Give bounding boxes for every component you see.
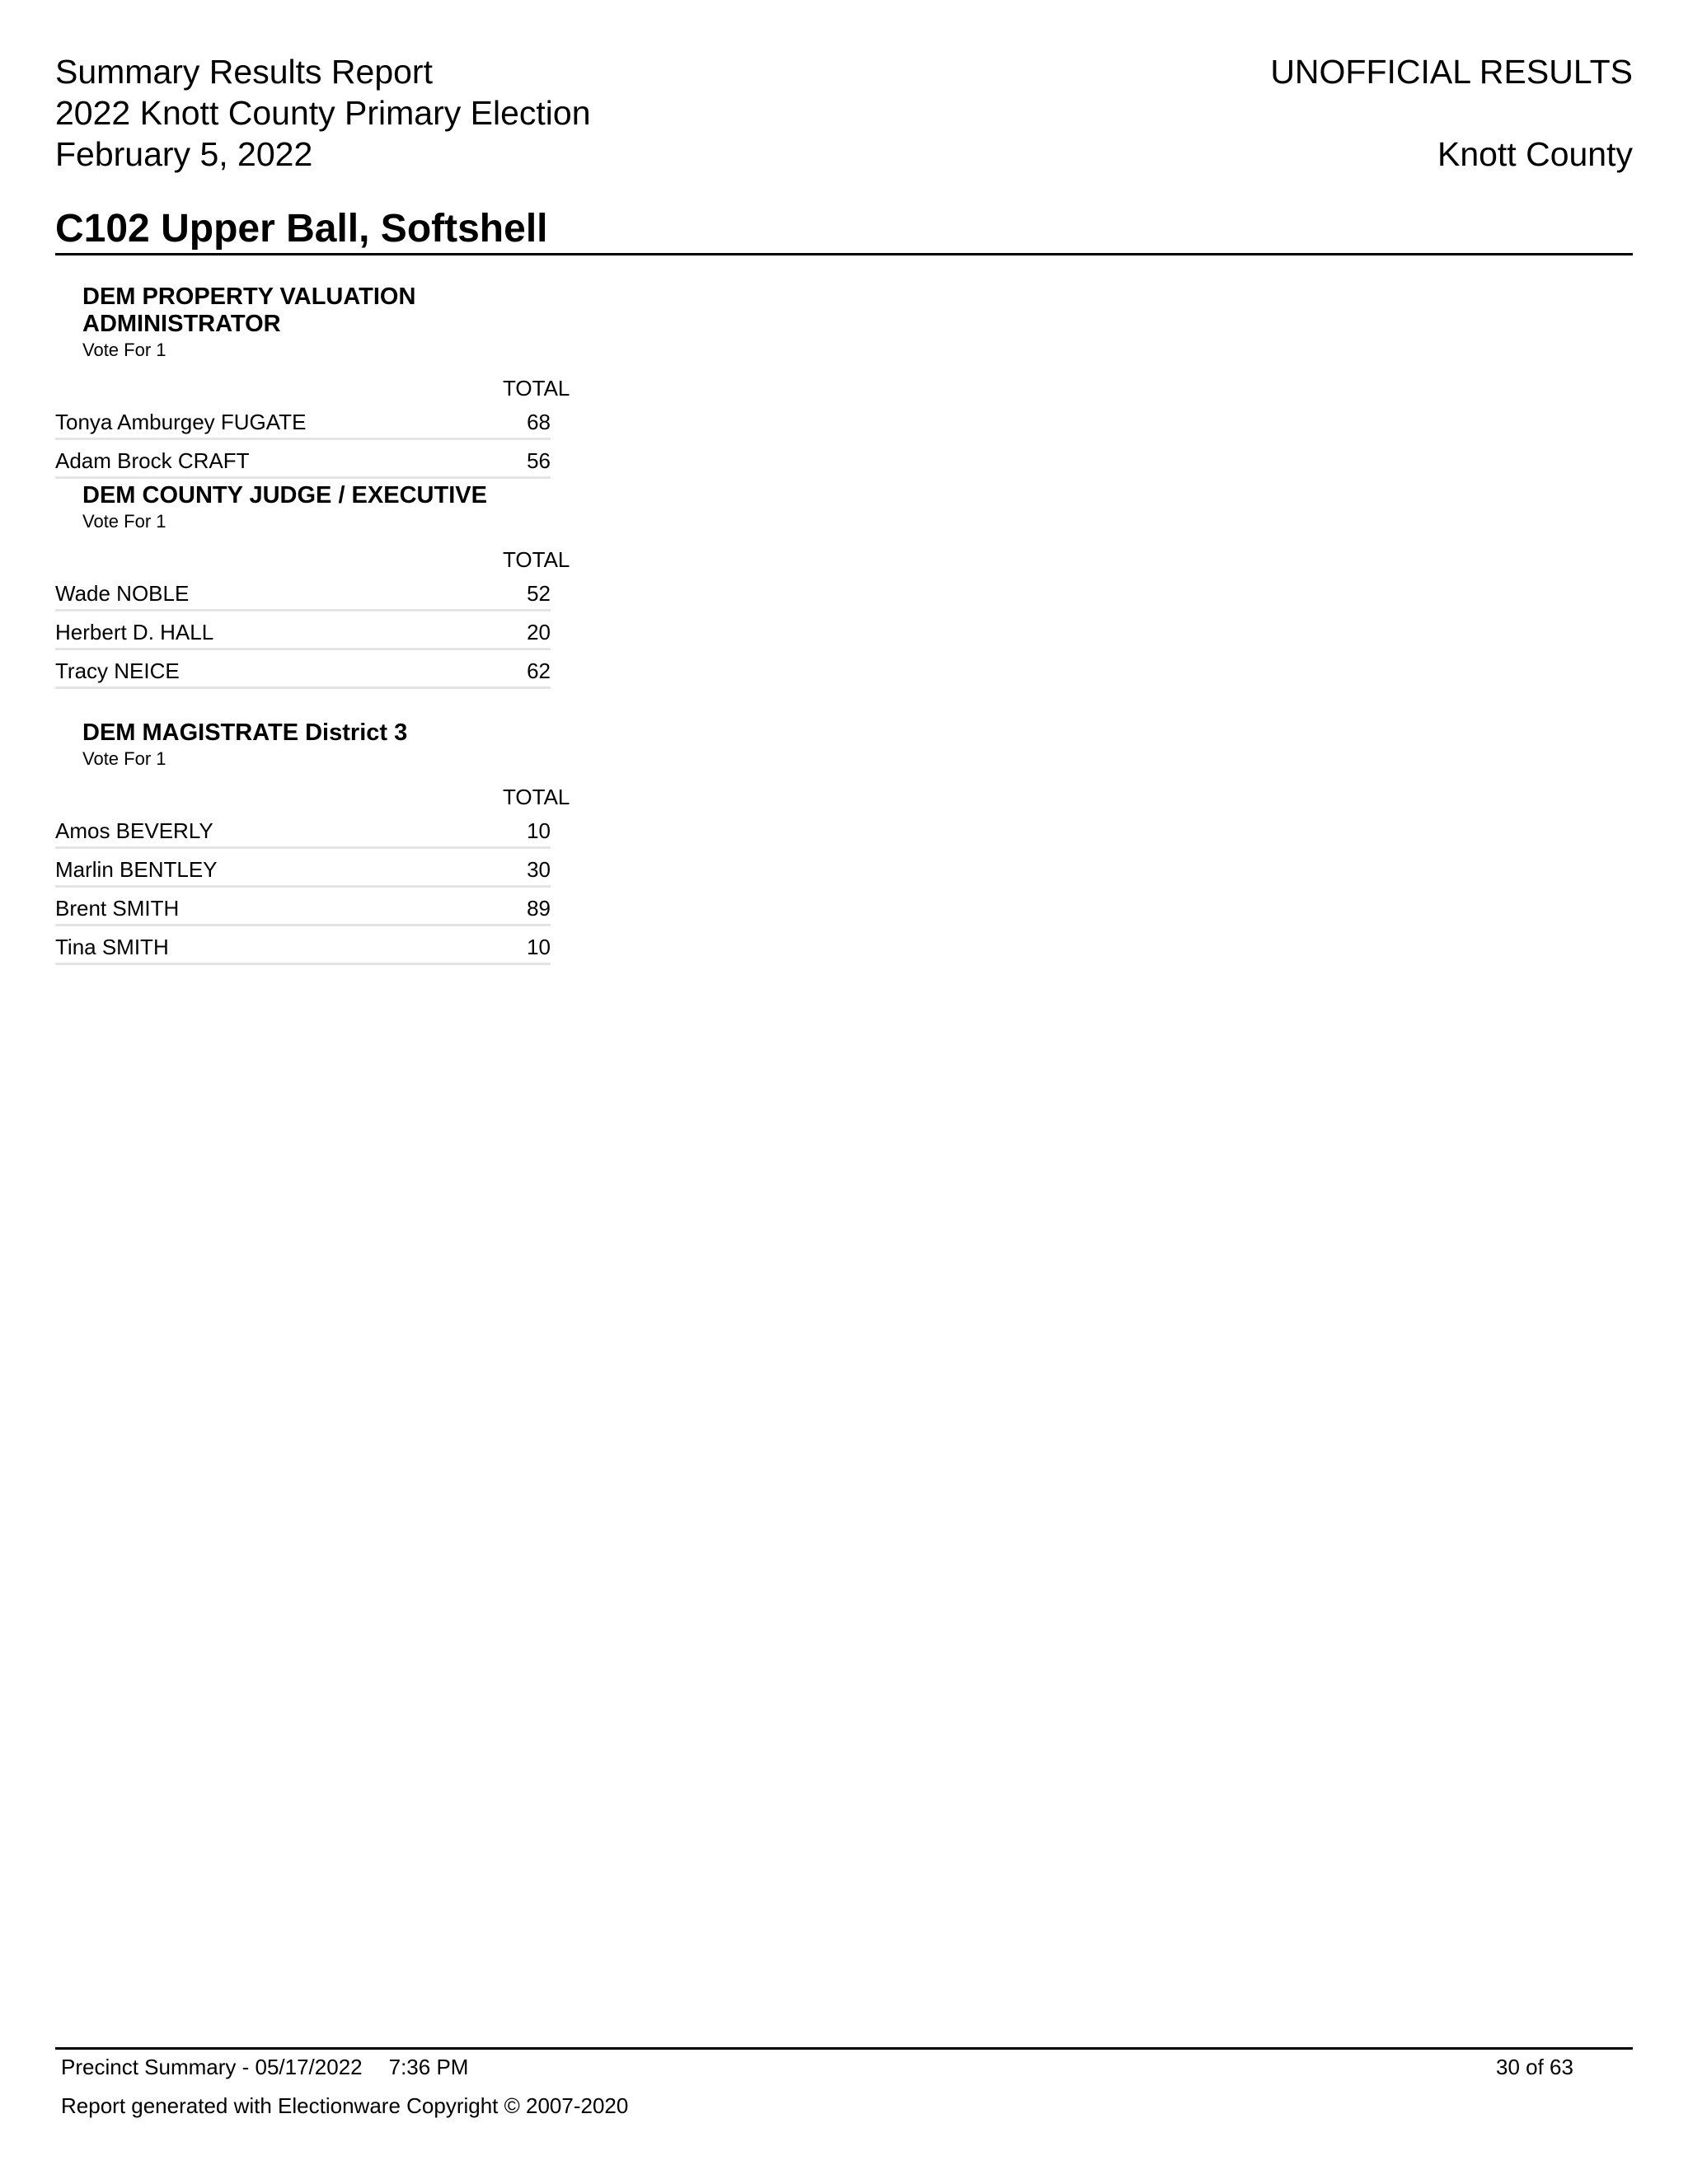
report-header	[55, 51, 591, 175]
precinct-summary-date: Precinct Summary - 05/17/2022	[61, 2055, 363, 2079]
candidate-total: 89	[527, 896, 551, 921]
candidate-name: Adam Brock CRAFT	[55, 448, 250, 473]
candidate-total: 20	[527, 620, 551, 644]
total-column-header: TOTAL	[503, 376, 570, 401]
candidate-name: Marlin BENTLEY	[55, 857, 218, 882]
candidate-row	[55, 573, 551, 612]
contest-pva	[55, 284, 616, 479]
report-time: 7:36 PM	[388, 2055, 469, 2079]
vote-for-label: Vote For 1	[82, 340, 166, 360]
candidate-row	[55, 810, 551, 849]
candidate-name: Tina SMITH	[55, 935, 169, 959]
precinct-title: C102 Upper Ball, Softshell	[55, 207, 548, 251]
vote-for-label: Vote For 1	[82, 748, 166, 769]
candidate-total: 62	[527, 658, 551, 683]
candidate-row	[55, 926, 551, 965]
copyright-notice: Report generated with Electionware Copyright © 2007-2020	[61, 2093, 629, 2118]
contest-magistrate	[55, 719, 616, 965]
candidate-total: 68	[527, 410, 551, 434]
candidate-total: 10	[527, 818, 551, 843]
candidate-row	[55, 888, 551, 926]
header-divider	[55, 253, 1633, 255]
contest-title: DEM COUNTY JUDGE / EXECUTIVE	[82, 482, 487, 509]
election-date: February 5, 2022	[55, 135, 313, 173]
contest-county-judge	[55, 482, 616, 689]
candidate-row	[55, 612, 551, 650]
total-column-header: TOTAL	[503, 785, 570, 809]
contest-title: DEM PROPERTY VALUATION ADMINISTRATOR	[82, 284, 416, 337]
candidate-name: Amos BEVERLY	[55, 818, 213, 843]
candidate-row	[55, 650, 551, 689]
candidate-total: 30	[527, 857, 551, 882]
results-status: UNOFFICIAL RESULTS	[1270, 53, 1633, 91]
vote-for-label: Vote For 1	[82, 511, 166, 532]
footer-divider	[55, 2047, 1633, 2050]
footer-summary-line	[61, 2055, 468, 2080]
report-status-block	[1270, 51, 1633, 175]
candidate-name: Wade NOBLE	[55, 581, 190, 606]
candidate-row	[55, 401, 551, 440]
candidate-total: 10	[527, 935, 551, 959]
candidate-name: Herbert D. HALL	[55, 620, 214, 644]
candidate-total: 56	[527, 448, 551, 473]
candidate-row	[55, 440, 551, 479]
total-column-header: TOTAL	[503, 547, 570, 572]
candidate-name: Tracy NEICE	[55, 658, 180, 683]
election-name: 2022 Knott County Primary Election	[55, 94, 591, 132]
candidate-name: Brent SMITH	[55, 896, 180, 921]
candidate-name: Tonya Amburgey FUGATE	[55, 410, 307, 434]
candidate-total: 52	[527, 581, 551, 606]
page-number: 30 of 63	[1496, 2055, 1573, 2079]
candidate-row	[55, 849, 551, 888]
report-title: Summary Results Report	[55, 53, 433, 91]
county-name: Knott County	[1437, 135, 1633, 173]
contest-title: DEM MAGISTRATE District 3	[82, 719, 408, 746]
